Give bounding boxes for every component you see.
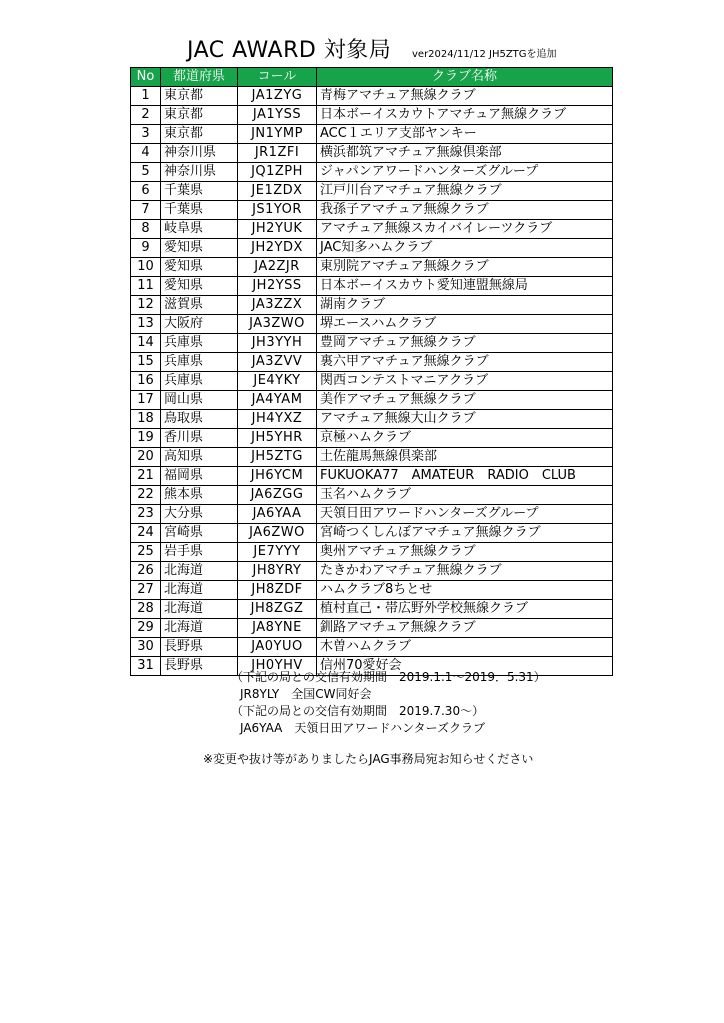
row-prefecture: 北海道: [161, 581, 238, 600]
row-no: 23: [131, 505, 161, 524]
row-prefecture: 兵庫県: [161, 353, 238, 372]
header-callsign: コール: [238, 68, 317, 87]
table-row: [131, 87, 613, 106]
row-prefecture: 滋賀県: [161, 296, 238, 315]
row-club-name: 我孫子アマチュア無線クラブ: [317, 201, 613, 220]
row-prefecture: 北海道: [161, 562, 238, 581]
row-club-name: 土佐龍馬無線倶楽部: [317, 448, 613, 467]
row-no: 3: [131, 125, 161, 144]
row-no: 10: [131, 258, 161, 277]
table-row: [131, 467, 613, 486]
row-no: 24: [131, 524, 161, 543]
row-club-name: 美作アマチュア無線クラブ: [317, 391, 613, 410]
row-callsign: JA1ZYG: [238, 87, 317, 106]
row-prefecture: 愛知県: [161, 258, 238, 277]
row-callsign: JR1ZFI: [238, 144, 317, 163]
header-club-name: クラブ名称: [317, 68, 613, 87]
row-callsign: JA3ZZX: [238, 296, 317, 315]
row-no: 11: [131, 277, 161, 296]
row-no: 1: [131, 87, 161, 106]
row-callsign: JH2YSS: [238, 277, 317, 296]
row-callsign: JA3ZWO: [238, 315, 317, 334]
row-club-name: 青梅アマチュア無線クラブ: [317, 87, 613, 106]
page-title: JAC AWARD 対象局: [187, 38, 392, 63]
row-prefecture: 千葉県: [161, 182, 238, 201]
row-no: 21: [131, 467, 161, 486]
row-no: 6: [131, 182, 161, 201]
row-prefecture: 岐阜県: [161, 220, 238, 239]
table-row: [131, 391, 613, 410]
table-row: [131, 125, 613, 144]
special-station-2: JA6YAA 天領日田アワードハンターズクラブ: [240, 721, 486, 735]
row-prefecture: 高知県: [161, 448, 238, 467]
table-row: [131, 334, 613, 353]
row-club-name: ジャパンアワードハンターズグループ: [317, 163, 613, 182]
row-callsign: JA0YUO: [238, 638, 317, 657]
table-row: [131, 581, 613, 600]
row-no: 29: [131, 619, 161, 638]
row-prefecture: 福岡県: [161, 467, 238, 486]
row-no: 15: [131, 353, 161, 372]
table-row: [131, 296, 613, 315]
table-row: [131, 182, 613, 201]
row-no: 18: [131, 410, 161, 429]
row-callsign: JQ1ZPH: [238, 163, 317, 182]
row-no: 8: [131, 220, 161, 239]
table-row: [131, 144, 613, 163]
row-prefecture: 岡山県: [161, 391, 238, 410]
table-row: [131, 486, 613, 505]
table-row: [131, 220, 613, 239]
row-no: 20: [131, 448, 161, 467]
table-row: [131, 277, 613, 296]
row-club-name: 釧路アマチュア無線クラブ: [317, 619, 613, 638]
row-club-name: 信州70愛好会: [317, 657, 613, 676]
row-club-name: 裏六甲アマチュア無線クラブ: [317, 353, 613, 372]
row-no: 31: [131, 657, 161, 676]
row-no: 19: [131, 429, 161, 448]
row-prefecture: 大分県: [161, 505, 238, 524]
row-no: 25: [131, 543, 161, 562]
header-prefecture: 都道府県: [161, 68, 238, 87]
row-callsign: JH8ZGZ: [238, 600, 317, 619]
table-row: [131, 106, 613, 125]
row-no: 4: [131, 144, 161, 163]
row-no: 9: [131, 239, 161, 258]
row-callsign: JA1YSS: [238, 106, 317, 125]
row-callsign: JE1ZDX: [238, 182, 317, 201]
row-callsign: JH0YHV: [238, 657, 317, 676]
row-callsign: JH2YUK: [238, 220, 317, 239]
row-club-name: 日本ボーイスカウトアマチュア無線クラブ: [317, 106, 613, 125]
row-no: 5: [131, 163, 161, 182]
row-no: 12: [131, 296, 161, 315]
row-callsign: JA8YNE: [238, 619, 317, 638]
row-club-name: 日本ボーイスカウト愛知連盟無線局: [317, 277, 613, 296]
row-prefecture: 熊本県: [161, 486, 238, 505]
validity-period-1: （下記の局との交信有効期間 2019.1.1～2019．5.31）: [231, 670, 546, 684]
row-prefecture: 愛知県: [161, 277, 238, 296]
row-club-name: アマチュア無線大山クラブ: [317, 410, 613, 429]
row-club-name: JAC知多ハムクラブ: [317, 239, 613, 258]
row-callsign: JH4YXZ: [238, 410, 317, 429]
header-no: No: [131, 68, 161, 87]
table-body: [131, 87, 613, 676]
table-row: [131, 258, 613, 277]
row-club-name: たきかわアマチュア無線クラブ: [317, 562, 613, 581]
table-row: [131, 600, 613, 619]
row-prefecture: 大阪府: [161, 315, 238, 334]
row-prefecture: 東京都: [161, 125, 238, 144]
row-prefecture: 宮崎県: [161, 524, 238, 543]
row-no: 7: [131, 201, 161, 220]
row-club-name: 関西コンテストマニアクラブ: [317, 372, 613, 391]
row-no: 30: [131, 638, 161, 657]
header: [0, 38, 724, 66]
table-row: [131, 372, 613, 391]
table-row: [131, 353, 613, 372]
row-callsign: JH6YCM: [238, 467, 317, 486]
row-club-name: ハムクラブ8ちとせ: [317, 581, 613, 600]
row-club-name: 玉名ハムクラブ: [317, 486, 613, 505]
row-no: 28: [131, 600, 161, 619]
table-row: [131, 201, 613, 220]
row-club-name: 湖南クラブ: [317, 296, 613, 315]
row-callsign: JE4YKY: [238, 372, 317, 391]
table-row: [131, 524, 613, 543]
row-club-name: 横浜都筑アマチュア無線倶楽部: [317, 144, 613, 163]
row-prefecture: 北海道: [161, 600, 238, 619]
row-callsign: JH5ZTG: [238, 448, 317, 467]
table-header-row: [131, 68, 613, 87]
row-prefecture: 香川県: [161, 429, 238, 448]
row-club-name: 天領日田アワードハンターズグループ: [317, 505, 613, 524]
row-prefecture: 東京都: [161, 106, 238, 125]
table-row: [131, 239, 613, 258]
award-stations-table: [130, 67, 613, 676]
row-club-name: ACC１エリア支部ヤンキー: [317, 125, 613, 144]
row-callsign: JE7YYY: [238, 543, 317, 562]
row-prefecture: 愛知県: [161, 239, 238, 258]
row-prefecture: 兵庫県: [161, 334, 238, 353]
table-row: [131, 163, 613, 182]
row-callsign: JA6YAA: [238, 505, 317, 524]
row-no: 16: [131, 372, 161, 391]
table-row: [131, 619, 613, 638]
row-no: 22: [131, 486, 161, 505]
row-club-name: 京極ハムクラブ: [317, 429, 613, 448]
row-callsign: JA3ZVV: [238, 353, 317, 372]
table-row: [131, 638, 613, 657]
row-club-name: 豊岡アマチュア無線クラブ: [317, 334, 613, 353]
row-callsign: JH5YHR: [238, 429, 317, 448]
row-club-name: 植村直己・帯広野外学校無線クラブ: [317, 600, 613, 619]
row-prefecture: 東京都: [161, 87, 238, 106]
row-club-name: 木曽ハムクラブ: [317, 638, 613, 657]
row-prefecture: 長野県: [161, 657, 238, 676]
row-club-name: 奥州アマチュア無線クラブ: [317, 543, 613, 562]
version-note: ver2024/11/12 JH5ZTGを追加: [412, 49, 557, 60]
row-callsign: JN1YMP: [238, 125, 317, 144]
row-no: 17: [131, 391, 161, 410]
row-club-name: 東別院アマチュア無線クラブ: [317, 258, 613, 277]
table-row: [131, 505, 613, 524]
row-club-name: 堺エースハムクラブ: [317, 315, 613, 334]
row-callsign: JS1YOR: [238, 201, 317, 220]
table-row: [131, 429, 613, 448]
row-prefecture: 長野県: [161, 638, 238, 657]
row-club-name: FUKUOKA77 AMATEUR RADIO CLUB: [317, 467, 613, 486]
table-row: [131, 562, 613, 581]
row-prefecture: 岩手県: [161, 543, 238, 562]
row-callsign: JA4YAM: [238, 391, 317, 410]
row-prefecture: 神奈川県: [161, 163, 238, 182]
row-no: 26: [131, 562, 161, 581]
table-row: [131, 543, 613, 562]
row-prefecture: 鳥取県: [161, 410, 238, 429]
row-prefecture: 千葉県: [161, 201, 238, 220]
row-callsign: JA6ZGG: [238, 486, 317, 505]
footer-notice: ※変更や抜け等がありましたらJAG事務局宛お知らせください: [203, 752, 534, 766]
row-callsign: JA2ZJR: [238, 258, 317, 277]
row-no: 13: [131, 315, 161, 334]
row-callsign: JH2YDX: [238, 239, 317, 258]
row-no: 2: [131, 106, 161, 125]
row-club-name: アマチュア無線スカイバイレーツクラブ: [317, 220, 613, 239]
table-row: [131, 448, 613, 467]
row-no: 27: [131, 581, 161, 600]
validity-period-2: （下記の局との交信有効期間 2019.7.30～）: [231, 704, 485, 718]
row-callsign: JH3YYH: [238, 334, 317, 353]
table-row: [131, 315, 613, 334]
row-club-name: 江戸川台アマチュア無線クラブ: [317, 182, 613, 201]
row-callsign: JH8ZDF: [238, 581, 317, 600]
special-station-1: JR8YLY 全国CW同好会: [240, 687, 372, 701]
row-no: 14: [131, 334, 161, 353]
row-prefecture: 北海道: [161, 619, 238, 638]
row-prefecture: 兵庫県: [161, 372, 238, 391]
row-callsign: JA6ZWO: [238, 524, 317, 543]
row-club-name: 宮崎つくしんぼアマチュア無線クラブ: [317, 524, 613, 543]
row-prefecture: 神奈川県: [161, 144, 238, 163]
table-row: [131, 410, 613, 429]
row-callsign: JH8YRY: [238, 562, 317, 581]
